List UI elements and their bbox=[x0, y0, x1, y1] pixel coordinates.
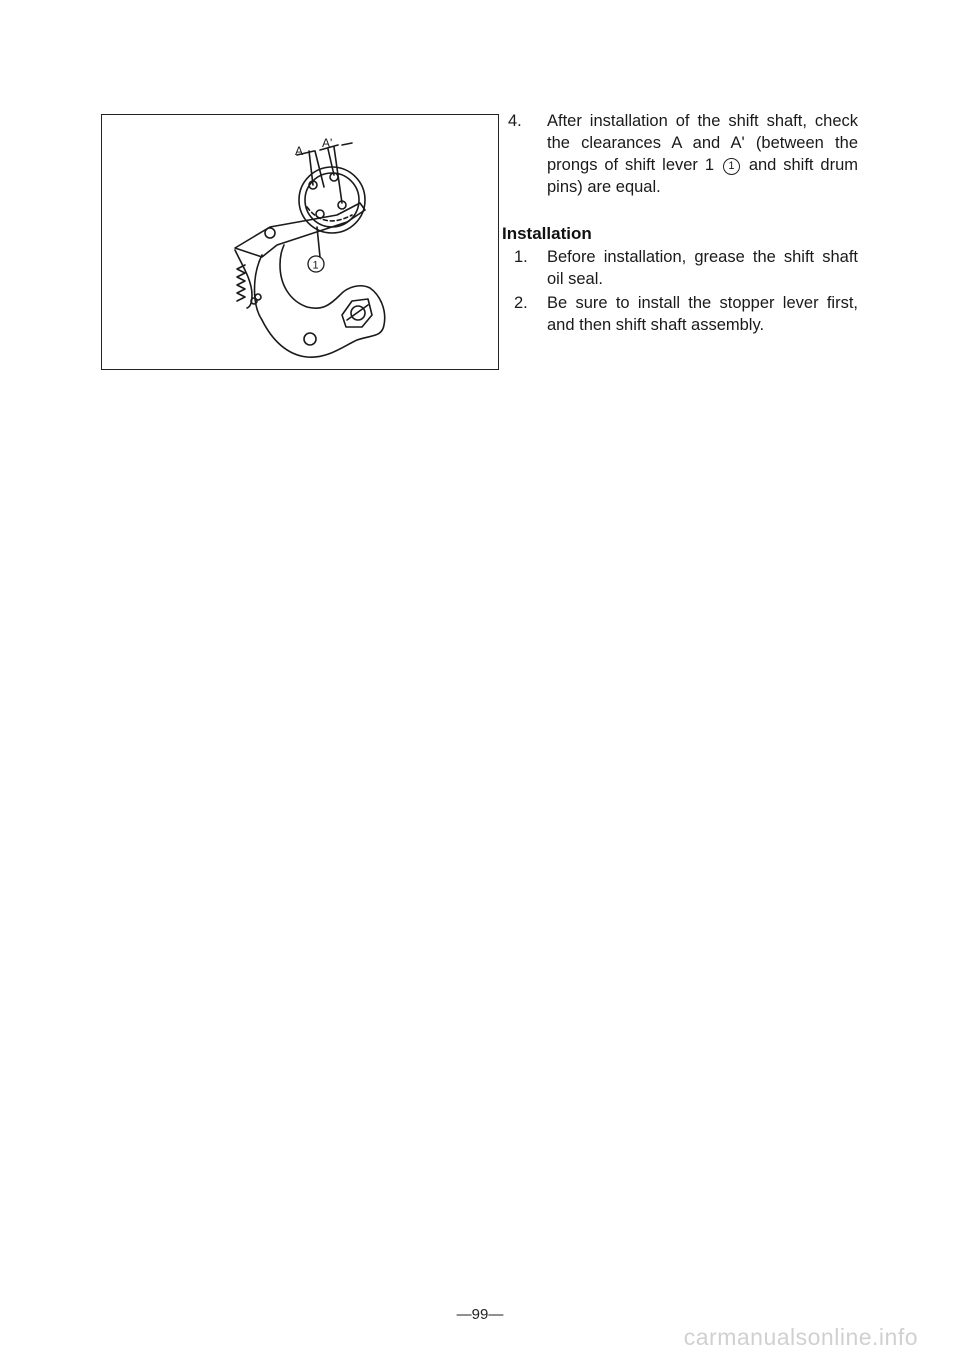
shift-drum bbox=[299, 167, 365, 233]
callout-number: 1 bbox=[312, 259, 319, 272]
step-text: After installation of the shift shaft, check the clearances A and A' (between the prongs of shift lever 1 1 and shift drum pins) are equal. bbox=[547, 112, 858, 196]
section-heading: Installation bbox=[502, 224, 592, 243]
step-text: Before installation, grease the shift shaft oil seal. bbox=[547, 248, 858, 288]
mount-hole bbox=[304, 333, 316, 345]
step-number: 2. bbox=[514, 294, 528, 312]
label-a: A bbox=[295, 144, 304, 158]
circled-number: 1 bbox=[723, 158, 740, 175]
watermark: carmanualsonline.info bbox=[683, 1324, 918, 1350]
instructions-column bbox=[502, 110, 858, 336]
step-text: Be sure to install the stopper lever first, and then shift shaft assembly. bbox=[547, 294, 858, 334]
stopper-lever bbox=[235, 250, 252, 308]
return-spring bbox=[237, 265, 245, 301]
page-number: —99— bbox=[456, 1306, 504, 1323]
step-number: 1. bbox=[514, 248, 528, 266]
step-item bbox=[508, 292, 858, 336]
figure-box bbox=[101, 114, 499, 370]
label-a-prime: A' bbox=[322, 136, 333, 150]
shift-lever-diagram bbox=[102, 115, 500, 371]
step-item bbox=[508, 110, 858, 198]
step-number: 4. bbox=[508, 112, 522, 130]
step-item bbox=[508, 246, 858, 290]
